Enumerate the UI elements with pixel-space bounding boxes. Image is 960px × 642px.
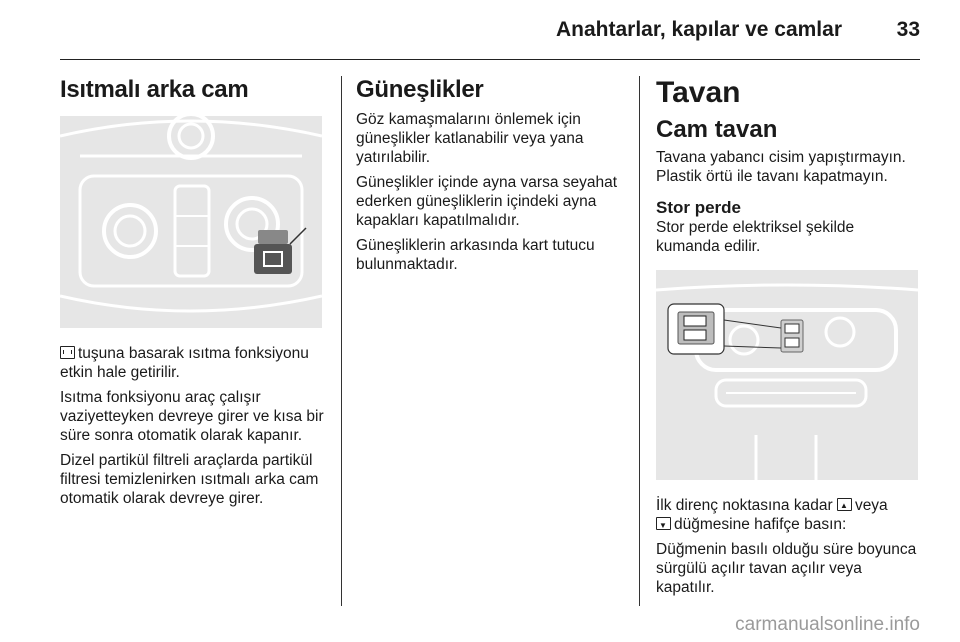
paragraph-fold: Göz kamaşmalarını önlemek için güneşlikler katlanabilir veya yana yatırılabilir. (356, 111, 584, 166)
paragraph-mirror: Güneşlikler içinde ayna varsa seyahat ederken güneşliklerin içindeki ayna kapakları kapatılmalıdır. (356, 174, 618, 229)
column-roof (656, 76, 922, 603)
header-title: Anahtarlar, kapılar ve camlar (556, 18, 842, 41)
column-divider-1 (341, 76, 342, 606)
console-illustration (60, 116, 322, 328)
subheading-sunblind: Stor perde (656, 198, 742, 217)
subheading-glass-roof: Cam tavan (656, 116, 778, 143)
paragraph-roof-warning: Tavana yabancı cisim yapıştırmayın. Plastik örtü ile tavanı kapatmayın. (656, 149, 906, 185)
page-header (0, 0, 960, 60)
blind-open-icon (837, 498, 852, 511)
header-divider (60, 59, 920, 60)
paragraph-hold: Düğmenin basılı olduğu süre boyunca sürgülü açılır tavan açılır veya kapatılır. (656, 541, 917, 596)
press-text-b: veya (854, 497, 888, 514)
blind-close-icon (656, 517, 671, 530)
site-watermark: carmanualsonline.info (735, 614, 920, 635)
paragraph-press (656, 496, 922, 534)
press-text-a: İlk direnç noktasına kadar (656, 497, 833, 514)
paragraph-activate (60, 344, 326, 382)
section-heading: Güneşlikler (356, 76, 484, 103)
column-rear-window (60, 76, 326, 514)
paragraph-diesel: Dizel partikül filtreli araçlarda partikül filtresi temizlenirken ısıtmalı arka cam otomatik olarak devreye girer. (60, 452, 319, 507)
section-heading: Isıtmalı arka cam (60, 76, 249, 103)
roof-console-illustration (656, 270, 918, 480)
paragraph-activate-text: tuşuna basarak ısıtma fonksiyonu etkin hale getirilir. (60, 345, 309, 381)
paragraph-card-holder: Güneşliklerin arkasında kart tutucu bulunmaktadır. (356, 237, 595, 273)
paragraph-timer: Isıtma fonksiyonu araç çalışır vaziyetteyken devreye girer ve kısa bir süre sonra otomatik olarak kapanır. (60, 389, 324, 444)
rear-defrost-icon (60, 346, 75, 359)
column-divider-2 (639, 76, 640, 606)
page-number: 33 (896, 18, 920, 41)
paragraph-sunblind: Stor perde elektriksel şekilde kumanda edilir. (656, 219, 855, 255)
press-text-c: düğmesine hafifçe basın: (674, 516, 847, 533)
column-sun-visors (356, 76, 622, 280)
section-heading: Tavan (656, 76, 741, 109)
